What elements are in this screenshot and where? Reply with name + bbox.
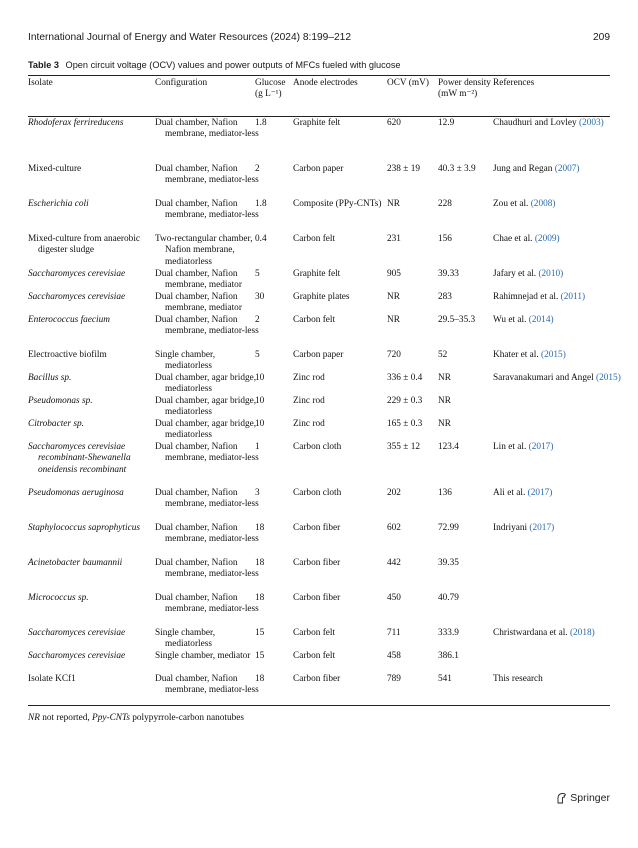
- cell-anode: Graphite felt: [293, 118, 341, 128]
- cell-isolate: Mixed-culture: [28, 164, 82, 174]
- cell-glucose: 15: [255, 651, 265, 661]
- cell-ocv: 231: [387, 234, 401, 244]
- cell-configuration: Single chamber, mediatorless: [155, 350, 216, 372]
- table-caption: [28, 60, 610, 70]
- reference-authors: Lin et al.: [493, 442, 527, 452]
- table-row: [28, 593, 610, 628]
- cell-power: 333.9: [438, 628, 459, 638]
- cell-anode: Graphite felt: [293, 269, 341, 279]
- publisher-logo: [556, 792, 610, 804]
- col-header-anode: Anode electrodes: [293, 78, 358, 88]
- cell-isolate: Saccharomyces cerevisiae recombinant-Shewanella oneidensis recombinant: [28, 442, 131, 475]
- cell-ocv: 442: [387, 558, 401, 568]
- cell-reference: [493, 269, 621, 280]
- cell-anode: Zinc rod: [293, 396, 325, 406]
- cell-anode: Carbon fiber: [293, 523, 341, 533]
- cell-glucose: 10: [255, 373, 265, 383]
- cell-ocv: 229 ± 0.3: [387, 396, 423, 406]
- cell-power: 39.35: [438, 558, 459, 568]
- cell-isolate: Saccharomyces cerevisiae: [28, 628, 126, 638]
- data-table: [28, 78, 621, 709]
- cell-isolate: Acinetobacter baumannii: [28, 558, 123, 568]
- cell-reference: [493, 164, 621, 175]
- col-header-power: Power density (mW m⁻²): [438, 78, 491, 100]
- footnote-nr-abbr: NR: [28, 713, 40, 723]
- cell-power: 541: [438, 674, 452, 684]
- cell-isolate: Saccharomyces cerevisiae: [28, 269, 126, 279]
- cell-anode: Carbon cloth: [293, 488, 342, 498]
- table-row: [28, 488, 610, 523]
- reference-authors: Rahimnejad et al.: [493, 292, 559, 302]
- cell-power: 283: [438, 292, 452, 302]
- table-row: [28, 269, 610, 292]
- cell-anode: Composite (PPy-CNTs): [293, 199, 382, 209]
- col-header-ocv: OCV (mV): [387, 78, 429, 88]
- cell-ocv: 711: [387, 628, 401, 638]
- cell-power: 72.99: [438, 523, 459, 533]
- reference-authors: Jung and Regan: [493, 164, 553, 174]
- footnote-ppy-text: polypyrrole-carbon nanotubes: [129, 713, 245, 723]
- reference-authors: Khater et al.: [493, 350, 539, 360]
- cell-ocv: 238 ± 19: [387, 164, 420, 174]
- table-row: [28, 199, 610, 234]
- cell-configuration: Dual chamber, Nafion membrane, mediator: [155, 292, 242, 314]
- table-caption-text: Open circuit voltage (OCV) values and power outputs of MFCs fueled with glucose: [65, 60, 401, 70]
- cell-power: 12.9: [438, 118, 455, 128]
- reference-authors: Wu et al.: [493, 315, 527, 325]
- cell-glucose: 18: [255, 674, 265, 684]
- cell-glucose: 3: [255, 488, 260, 498]
- cell-reference: [493, 523, 621, 534]
- cell-isolate: Saccharomyces cerevisiae: [28, 292, 126, 302]
- cell-reference: [493, 118, 621, 129]
- table-row: [28, 558, 610, 593]
- cell-ocv: 602: [387, 523, 401, 533]
- cell-power: 39.33: [438, 269, 459, 279]
- table-row: [28, 350, 610, 373]
- cell-glucose: 5: [255, 269, 260, 279]
- cell-configuration: Dual chamber, Nafion membrane, mediator-less: [155, 674, 259, 696]
- cell-isolate: Pseudomonas aeruginosa: [28, 488, 124, 498]
- cell-power: 40.3 ± 3.9: [438, 164, 476, 174]
- cell-power: 156: [438, 234, 452, 244]
- cell-configuration: Single chamber, mediator: [155, 651, 251, 661]
- cell-anode: Carbon felt: [293, 651, 336, 661]
- cell-isolate: Micrococcus sp.: [28, 593, 89, 603]
- cell-configuration: Dual chamber, Nafion membrane, mediator-less: [155, 593, 259, 615]
- cell-ocv: 620: [387, 118, 401, 128]
- table-bottom-rule: [28, 705, 610, 706]
- table-row: [28, 442, 610, 488]
- cell-anode: Carbon felt: [293, 628, 336, 638]
- table-header-rule: [28, 116, 610, 117]
- cell-reference: [493, 292, 621, 303]
- reference-authors: Chae et al.: [493, 234, 533, 244]
- cell-ocv: 458: [387, 651, 401, 661]
- table-row: [28, 373, 621, 396]
- cell-configuration: Dual chamber, Nafion membrane, mediator-less: [155, 199, 259, 221]
- cell-reference: [493, 373, 621, 384]
- springer-horse-icon: [556, 792, 567, 804]
- col-header-isolate: Isolate: [28, 78, 53, 88]
- cell-anode: Carbon felt: [293, 234, 336, 244]
- cell-glucose: 2: [255, 164, 260, 174]
- cell-configuration: Dual chamber, Nafion membrane, mediator-less: [155, 558, 259, 580]
- cell-ocv: NR: [387, 315, 400, 325]
- cell-configuration: Dual chamber, Nafion membrane, mediator-less: [155, 164, 259, 186]
- table-row: [28, 523, 610, 558]
- cell-configuration: Dual chamber, Nafion membrane, mediator-less: [155, 118, 259, 140]
- cell-power: 123.4: [438, 442, 459, 452]
- cell-glucose: 1: [255, 442, 260, 452]
- table-top-rule: [28, 75, 610, 76]
- cell-ocv: NR: [387, 199, 400, 209]
- cell-isolate: Enterococcus faecium: [28, 315, 111, 325]
- cell-reference: [493, 488, 621, 499]
- cell-anode: Carbon paper: [293, 164, 344, 174]
- reference-authors: Christwardana et al.: [493, 628, 568, 638]
- table-footnote: [28, 713, 244, 723]
- table-row: [28, 292, 610, 315]
- cell-configuration: Dual chamber, agar bridge, mediatorless: [155, 419, 257, 441]
- cell-configuration: Dual chamber, Nafion membrane, mediator: [155, 269, 242, 291]
- reference-year-link[interactable]: (2009): [534, 234, 560, 244]
- col-header-glucose: Glucose (g L⁻¹): [255, 78, 286, 100]
- cell-glucose: 1.8: [255, 118, 267, 128]
- cell-glucose: 30: [255, 292, 265, 302]
- cell-anode: Graphite plates: [293, 292, 350, 302]
- cell-glucose: 10: [255, 419, 265, 429]
- reference-year-link[interactable]: (2017): [527, 488, 553, 498]
- cell-power: NR: [438, 419, 451, 429]
- cell-glucose: 2: [255, 315, 260, 325]
- cell-reference: [493, 315, 621, 326]
- cell-reference: [493, 674, 621, 685]
- cell-configuration: Dual chamber, Nafion membrane, mediator-less: [155, 315, 259, 337]
- footnote-ppy-abbr: Ppy-CNTs: [92, 713, 130, 723]
- reference-authors: Saravanakumari and Angel: [493, 373, 594, 383]
- cell-power: 29.5–35.3: [438, 315, 476, 325]
- reference-year-link[interactable]: (2008): [530, 199, 556, 209]
- cell-configuration: Dual chamber, Nafion membrane, mediator-less: [155, 442, 259, 464]
- reference-year-link[interactable]: (2010): [538, 269, 564, 279]
- cell-glucose: 15: [255, 628, 265, 638]
- cell-anode: Carbon fiber: [293, 558, 341, 568]
- table-header-row: [28, 78, 610, 118]
- cell-isolate: Pseudomonas sp.: [28, 396, 93, 406]
- reference-year-link[interactable]: (2017): [529, 523, 555, 533]
- reference-year-link[interactable]: (2018): [569, 628, 595, 638]
- table-row: [28, 651, 610, 674]
- reference-authors: Indriyani: [493, 523, 528, 533]
- cell-reference: [493, 234, 621, 245]
- table-row: [28, 674, 610, 709]
- cell-glucose: 18: [255, 558, 265, 568]
- table-row: [28, 164, 610, 199]
- cell-ocv: 336 ± 0.4: [387, 373, 423, 383]
- cell-isolate: Citrobacter sp.: [28, 419, 84, 429]
- reference-authors: Jafary et al.: [493, 269, 537, 279]
- reference-year-link[interactable]: (2007): [554, 164, 580, 174]
- cell-reference: [493, 350, 621, 361]
- cell-power: 52: [438, 350, 448, 360]
- cell-ocv: 165 ± 0.3: [387, 419, 423, 429]
- cell-glucose: 0.4: [255, 234, 267, 244]
- cell-glucose: 1.8: [255, 199, 267, 209]
- cell-isolate: Saccharomyces cerevisiae: [28, 651, 126, 661]
- table-row: [28, 396, 610, 419]
- cell-power: 40.79: [438, 593, 459, 603]
- footnote-nr-text: not reported,: [39, 713, 93, 723]
- cell-glucose: 18: [255, 593, 265, 603]
- cell-reference: [493, 199, 621, 210]
- reference-authors: Chaudhuri and Lovley: [493, 118, 577, 128]
- cell-power: 228: [438, 199, 452, 209]
- reference-year-link[interactable]: (2017): [528, 442, 554, 452]
- cell-power: 386.1: [438, 651, 459, 661]
- cell-ocv: 202: [387, 488, 401, 498]
- table-row: [28, 628, 610, 651]
- cell-isolate: Escherichia coli: [28, 199, 89, 209]
- reference-authors: Zou et al.: [493, 199, 529, 209]
- table-label: Table 3: [28, 60, 59, 70]
- cell-ocv: 720: [387, 350, 401, 360]
- cell-configuration: Two-rectangular chamber, Nafion membrane, mediatorless: [155, 234, 253, 267]
- table-row: [28, 118, 610, 164]
- reference-authors: Ali et al.: [493, 488, 526, 498]
- journal-citation: International Journal of Energy and Water Resources (2024) 8:199–212: [28, 32, 351, 43]
- cell-ocv: 450: [387, 593, 401, 603]
- cell-glucose: 10: [255, 396, 265, 406]
- cell-configuration: Dual chamber, agar bridge, mediatorless: [155, 373, 257, 395]
- cell-power: 136: [438, 488, 452, 498]
- col-header-configuration: Configuration: [155, 78, 208, 88]
- cell-configuration: Dual chamber, Nafion membrane, mediator-less: [155, 488, 259, 510]
- cell-anode: Zinc rod: [293, 419, 325, 429]
- cell-configuration: Dual chamber, Nafion membrane, mediator-less: [155, 523, 259, 545]
- page-number: 209: [593, 32, 610, 43]
- cell-anode: Zinc rod: [293, 373, 325, 383]
- cell-configuration: Single chamber, mediatorless: [155, 628, 216, 650]
- cell-power: NR: [438, 373, 451, 383]
- col-header-references: References: [493, 78, 535, 88]
- cell-anode: Carbon fiber: [293, 593, 341, 603]
- table-body: [28, 118, 621, 709]
- reference-year-link[interactable]: (2003): [578, 118, 604, 128]
- reference-year-link[interactable]: (2014): [528, 315, 554, 325]
- table-row: [28, 419, 610, 442]
- cell-anode: Carbon paper: [293, 350, 344, 360]
- cell-isolate: Electroactive biofilm: [28, 350, 107, 360]
- publisher-name: Springer: [570, 792, 610, 804]
- cell-isolate: Bacillus sp.: [28, 373, 72, 383]
- cell-configuration: Dual chamber, agar bridge, mediatorless: [155, 396, 257, 418]
- cell-anode: Carbon felt: [293, 315, 336, 325]
- table-row: [28, 234, 610, 269]
- table-row: [28, 315, 610, 350]
- cell-ocv: 355 ± 12: [387, 442, 420, 452]
- cell-reference: [493, 442, 621, 453]
- cell-isolate: Isolate KCf1: [28, 674, 76, 684]
- cell-ocv: 789: [387, 674, 401, 684]
- running-header: [28, 32, 610, 48]
- cell-glucose: 18: [255, 523, 265, 533]
- cell-power: NR: [438, 396, 451, 406]
- cell-anode: Carbon fiber: [293, 674, 341, 684]
- cell-reference: [493, 628, 621, 639]
- cell-ocv: 905: [387, 269, 401, 279]
- cell-glucose: 5: [255, 350, 260, 360]
- cell-isolate: Rhodoferax ferrireducens: [28, 118, 124, 128]
- reference-year-link[interactable]: (2011): [560, 292, 586, 302]
- cell-anode: Carbon cloth: [293, 442, 342, 452]
- reference-authors: This research: [493, 674, 543, 684]
- reference-year-link[interactable]: (2015): [596, 373, 621, 383]
- cell-isolate: Mixed-culture from anaerobic digester sludge: [28, 234, 141, 256]
- reference-year-link[interactable]: (2015): [541, 350, 566, 360]
- cell-isolate: Staphylococcus saprophyticus: [28, 523, 140, 533]
- cell-ocv: NR: [387, 292, 400, 302]
